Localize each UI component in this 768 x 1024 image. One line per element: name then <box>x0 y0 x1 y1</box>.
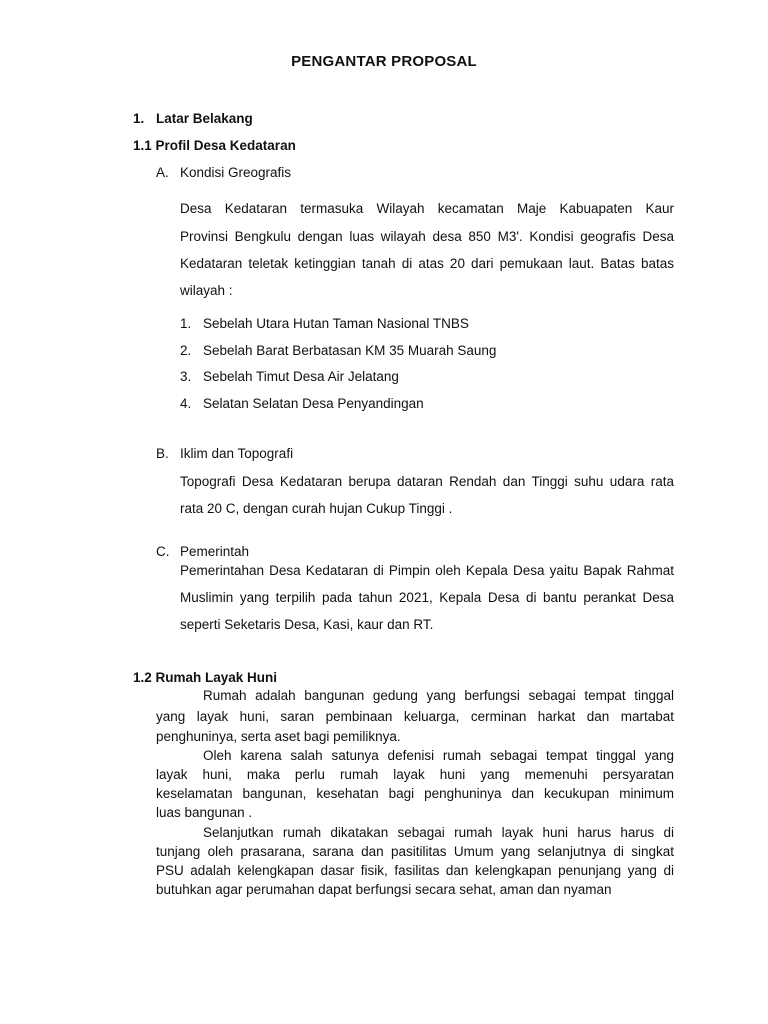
list-number: 2. <box>180 343 192 358</box>
paragraph-line: Selanjutkan rumah dikatakan sebagai rumah layak huni harus harus di <box>203 825 674 840</box>
paragraph-line: butuhkan agar perumahan dapat berfungsi secara sehat, aman dan nyaman <box>156 882 612 897</box>
section-heading: Latar Belakang <box>156 111 253 126</box>
paragraph-line: Muslimin yang terpilih pada tahun 2021, Kepala Desa di bantu perankat Desa <box>180 590 674 605</box>
list-item: Sebelah Timut Desa Air Jelatang <box>203 369 399 384</box>
paragraph-line: Desa Kedataran termasuka Wilayah kecamatan Maje Kabuapaten Kaur <box>180 201 674 216</box>
list-number: 4. <box>180 396 192 411</box>
paragraph-line: keselamatan bangunan, kesehatan bagi penghuninya dan kecukupan minimum <box>156 786 674 801</box>
document-title: PENGANTAR PROPOSAL <box>291 53 477 70</box>
paragraph-line: layak huni, maka perlu rumah layak huni yang memenuhi persyaratan <box>156 767 674 782</box>
paragraph-line: luas bangunan . <box>156 805 253 820</box>
item-letter-a: A. <box>156 165 169 180</box>
paragraph-line: wilayah : <box>180 283 233 298</box>
item-label-c: Pemerintah <box>180 544 250 559</box>
section-number: 1. <box>133 111 145 126</box>
paragraph-line: yang layak huni, saran pembinaan keluarga, cerminan harkat dan martabat <box>156 709 674 724</box>
paragraph-line: Kedataran teletak ketinggian tanah di atas 20 dari pemukaan laut. Batas batas <box>180 256 674 271</box>
subsection-heading-1-2: 1.2 Rumah Layak Huni <box>133 670 278 685</box>
paragraph-line: Provinsi Bengkulu dengan luas wilayah desa 850 M3'. Kondisi geografis Desa <box>180 229 674 244</box>
item-label-a: Kondisi Greografis <box>180 165 292 180</box>
paragraph-line: Oleh karena salah satunya defenisi rumah sebagai tempat tinggal yang <box>203 748 674 763</box>
item-label-b: Iklim dan Topografi <box>180 446 294 461</box>
paragraph-line: seperti Seketaris Desa, Kasi, kaur dan RT. <box>180 617 434 632</box>
list-item: Sebelah Utara Hutan Taman Nasional TNBS <box>203 316 469 331</box>
subsection-heading-1-1: 1.1 Profil Desa Kedataran <box>133 138 296 153</box>
list-item: Sebelah Barat Berbatasan KM 35 Muarah Saung <box>203 343 497 358</box>
paragraph-line: Pemerintahan Desa Kedataran di Pimpin oleh Kepala Desa yaitu Bapak Rahmat <box>180 563 674 578</box>
paragraph-line: Topografi Desa Kedataran berupa dataran Rendah dan Tinggi suhu udara rata <box>180 474 674 489</box>
paragraph-line: PSU adalah kelengkapan dasar fisik, fasilitas dan kelengkapan penunjang yang di <box>156 863 674 878</box>
paragraph-line: rata 20 C, dengan curah hujan Cukup Tinggi . <box>180 501 453 516</box>
paragraph-line: tunjang oleh prasarana, sarana dan pasitilitas Umum yang selanjutnya di singkat <box>156 844 674 859</box>
item-letter-c: C. <box>156 544 170 559</box>
paragraph-line: Rumah adalah bangunan gedung yang berfungsi sebagai tempat tinggal <box>203 688 674 703</box>
item-letter-b: B. <box>156 446 169 461</box>
paragraph-line: penghuninya, serta aset bagi pemiliknya. <box>156 729 401 744</box>
list-number: 3. <box>180 369 192 384</box>
list-number: 1. <box>180 316 192 331</box>
list-item: Selatan Selatan Desa Penyandingan <box>203 396 424 411</box>
